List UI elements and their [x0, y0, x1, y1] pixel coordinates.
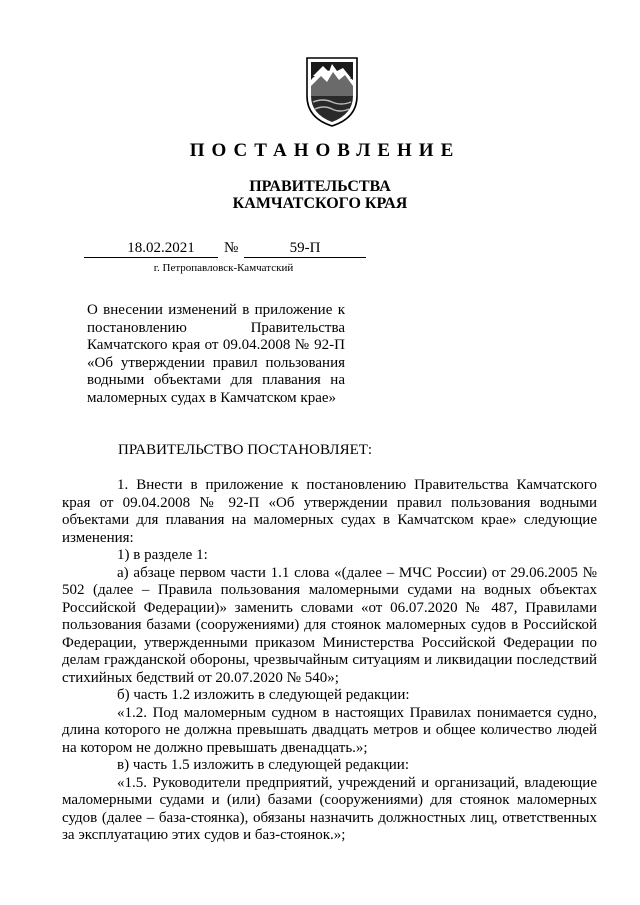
paragraph-6: в) часть 1.5 изложить в следующей редакции:: [117, 757, 409, 773]
document-date-number-line: [84, 240, 366, 260]
paragraph-5: «1.2. Под маломерным судном в настоящих Правилах понимается судно, длина которого не должна превышать двадцать метров и общее количество людей на котором не должно превышать двенадцать.»;: [62, 704, 597, 756]
paragraph-1: 1. Внести в приложение к постановлению Правительства Камчатского края от 09.04.2008 № 92-П «Об утверждении правил пользования водными объектами для плавания на маломерных судах в Камчатском крае» следующие изменения:: [62, 477, 597, 546]
decree-heading: ПРАВИТЕЛЬСТВО ПОСТАНОВЛЯЕТ:: [118, 442, 373, 458]
organization-name-line-1: ПРАВИТЕЛЬСТВА: [249, 178, 391, 195]
paragraph-4: б) часть 1.2 изложить в следующей редакции:: [117, 687, 410, 703]
document-subject: О внесении изменений в приложение к постановлению Правительства Камчатского края от 09.04.2008 № 92-П «Об утверждении правил пользования водными объектами для плавания на маломерных судах в Камчатском крае»: [87, 302, 345, 406]
organization-name: [0, 178, 640, 212]
paragraph-2: 1) в разделе 1:: [117, 547, 208, 563]
document-date: 18.02.2021: [84, 240, 218, 258]
coat-of-arms-emblem: [303, 56, 361, 128]
organization-name-line-2: КАМЧАТСКОГО КРАЯ: [232, 195, 408, 212]
document-type-title: ПОСТАНОВЛЕНИЕ: [189, 140, 461, 161]
paragraph-3: а) абзаце первом части 1.1 слова «(далее – МЧС России) от 29.06.2005 № 502 (далее – Правила пользования маломерными судами на водных объектах Российской Федерации)» заменить словами «от 06.07.2020 № 487, Правилами пользования базами (сооружениями) для стоянок маломерных судов в Российской Федерации, утвержденными приказом Министерства Российской Федерации по делам гражданской обороны, чрезвычайным ситуациям и ликвидации последствий стихийных бедствий от 20.07.2020 № 540»;: [62, 564, 597, 686]
document-city: г. Петропавловск-Камчатский: [153, 262, 294, 274]
paragraph-7: «1.5. Руководители предприятий, учреждений и организаций, владеющие маломерными судами и (или) базами (сооружениями) для стоянок маломерных судов (далее – база-стоянка), обязаны назначить должностных лиц, ответственных за эксплуатацию этих судов и баз-стоянок.»;: [62, 774, 597, 843]
document-number: 59-П: [244, 240, 366, 258]
document-body: [62, 477, 597, 845]
number-sign: №: [224, 240, 239, 256]
